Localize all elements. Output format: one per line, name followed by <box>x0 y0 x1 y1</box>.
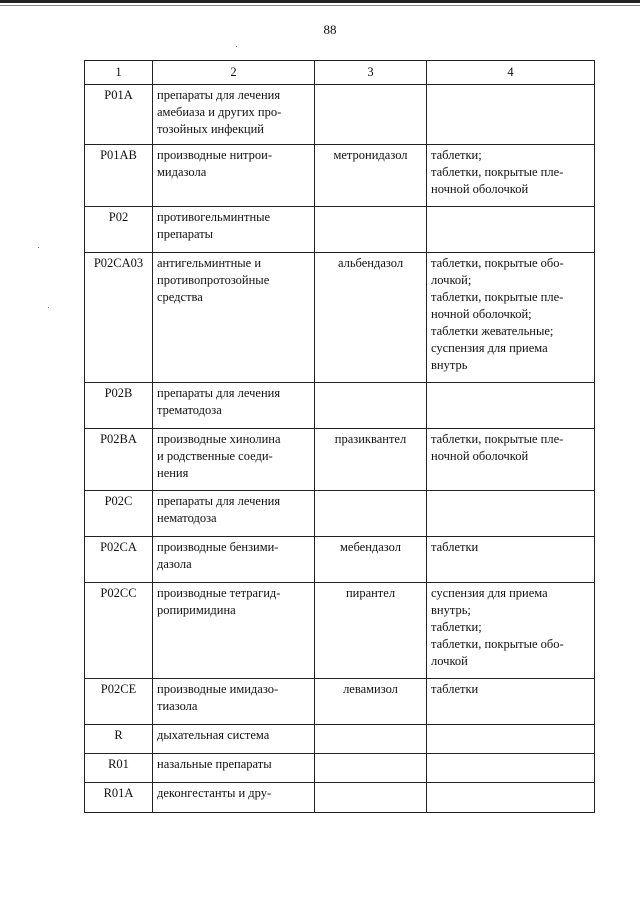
group-line: производные бензими- <box>157 540 279 554</box>
group-line: препараты для лечения <box>157 88 281 102</box>
scan-speck <box>38 247 39 248</box>
group-line: дыхательная система <box>157 728 270 742</box>
dosage-form-line: лочкой <box>431 654 468 668</box>
group-line: производные тетрагид- <box>157 586 281 600</box>
atc-code-cell: R01A <box>85 783 153 813</box>
group-cell <box>153 145 315 207</box>
table-row <box>85 85 595 145</box>
dosage-form-cell <box>427 85 595 145</box>
group-cell <box>153 783 315 813</box>
group-line: производные имидазо- <box>157 682 279 696</box>
dosage-form-line: ночной оболочкой <box>431 449 529 463</box>
dosage-form-line: таблетки, покрытые обо- <box>431 637 564 651</box>
group-cell <box>153 679 315 725</box>
dosage-form-cell <box>427 537 595 583</box>
drug-name-cell: празиквантел <box>315 429 427 491</box>
drug-name-cell <box>315 754 427 783</box>
atc-code-cell: R <box>85 725 153 754</box>
table-row <box>85 725 595 754</box>
group-line: тиазола <box>157 699 198 713</box>
group-line: деконгестанты и дру- <box>157 786 272 800</box>
table-row <box>85 583 595 679</box>
group-line: нематодоза <box>157 511 217 525</box>
atc-code-cell: P02 <box>85 207 153 253</box>
dosage-form-cell <box>427 583 595 679</box>
dosage-form-line: таблетки; <box>431 620 482 634</box>
dosage-form-cell <box>427 207 595 253</box>
group-line: производные нитрои- <box>157 148 272 162</box>
drug-name-cell <box>315 383 427 429</box>
dosage-form-cell <box>427 429 595 491</box>
group-line: и родственные соеди- <box>157 449 273 463</box>
group-line: производные хинолина <box>157 432 281 446</box>
group-line: препараты для лечения <box>157 494 281 508</box>
group-line: дазола <box>157 557 192 571</box>
atc-code-cell: R01 <box>85 754 153 783</box>
table-row <box>85 491 595 537</box>
atc-code-cell: P01A <box>85 85 153 145</box>
drug-name-cell <box>315 85 427 145</box>
group-cell <box>153 583 315 679</box>
table-row <box>85 207 595 253</box>
group-line: амебиаза и других про- <box>157 105 282 119</box>
drug-name-cell: левамизол <box>315 679 427 725</box>
drug-name-cell <box>315 783 427 813</box>
group-line: препараты <box>157 227 214 241</box>
group-cell <box>153 537 315 583</box>
dosage-form-line: суспензия для приема <box>431 586 548 600</box>
group-cell <box>153 207 315 253</box>
group-cell <box>153 725 315 754</box>
group-cell <box>153 754 315 783</box>
dosage-form-line: таблетки, покрытые пле- <box>431 290 564 304</box>
table-row <box>85 145 595 207</box>
group-cell <box>153 429 315 491</box>
dosage-form-cell <box>427 491 595 537</box>
column-header: 4 <box>427 61 595 85</box>
group-line: нения <box>157 466 189 480</box>
dosage-form-line: таблетки, покрытые пле- <box>431 432 564 446</box>
group-line: мидазола <box>157 165 207 179</box>
dosage-form-line: внутрь <box>431 358 468 372</box>
group-line: противогельминтные <box>157 210 271 224</box>
column-header: 3 <box>315 61 427 85</box>
table-row <box>85 429 595 491</box>
drug-name-cell: мебендазол <box>315 537 427 583</box>
dosage-form-line: ночной оболочкой <box>431 182 529 196</box>
dosage-form-cell <box>427 253 595 383</box>
group-cell <box>153 85 315 145</box>
group-cell <box>153 253 315 383</box>
dosage-form-line: суспензия для приема <box>431 341 548 355</box>
table-body <box>85 85 595 813</box>
atc-code-cell: P02B <box>85 383 153 429</box>
drug-name-cell: альбендазол <box>315 253 427 383</box>
group-line: тозойных инфекций <box>157 122 264 136</box>
dosage-form-line: таблетки <box>431 540 479 554</box>
dosage-form-cell <box>427 725 595 754</box>
column-header: 1 <box>85 61 153 85</box>
group-line: антигельминтные и <box>157 256 262 270</box>
table-row <box>85 537 595 583</box>
atc-code-cell: P02C <box>85 491 153 537</box>
dosage-form-line: таблетки; <box>431 148 482 162</box>
group-cell <box>153 491 315 537</box>
scan-edge-line-thin <box>0 5 640 6</box>
drug-name-cell <box>315 725 427 754</box>
atc-code-cell: P01AB <box>85 145 153 207</box>
dosage-form-line: таблетки, покрытые обо- <box>431 256 564 270</box>
column-header: 2 <box>153 61 315 85</box>
group-line: ропиримидина <box>157 603 236 617</box>
atc-code-cell: P02CA <box>85 537 153 583</box>
drug-name-cell <box>315 207 427 253</box>
table-row <box>85 253 595 383</box>
table-row <box>85 679 595 725</box>
scan-speck <box>48 307 49 308</box>
group-cell <box>153 383 315 429</box>
dosage-form-cell <box>427 679 595 725</box>
dosage-form-line: внутрь; <box>431 603 471 617</box>
dosage-form-cell <box>427 754 595 783</box>
dosage-form-line: лочкой; <box>431 273 472 287</box>
table-row <box>85 754 595 783</box>
drug-name-cell <box>315 491 427 537</box>
dosage-form-line: таблетки, покрытые пле- <box>431 165 564 179</box>
table-row <box>85 383 595 429</box>
drug-name-cell: пирантел <box>315 583 427 679</box>
group-line: трематодоза <box>157 403 222 417</box>
atc-code-cell: P02BA <box>85 429 153 491</box>
group-line: противопротозойные <box>157 273 270 287</box>
dosage-form-cell <box>427 783 595 813</box>
dosage-form-cell <box>427 383 595 429</box>
atc-code-cell: P02CA03 <box>85 253 153 383</box>
group-line: назальные препараты <box>157 757 272 771</box>
dosage-form-line: ночной оболочкой; <box>431 307 532 321</box>
atc-code-cell: P02CE <box>85 679 153 725</box>
dosage-form-line: таблетки жевательные; <box>431 324 554 338</box>
scan-speck <box>236 46 237 47</box>
drug-table <box>84 60 595 813</box>
scan-edge-line <box>0 0 640 3</box>
dosage-form-cell <box>427 145 595 207</box>
dosage-form-line: таблетки <box>431 682 479 696</box>
page-number: 88 <box>323 22 337 37</box>
table-row <box>85 783 595 813</box>
group-line: препараты для лечения <box>157 386 281 400</box>
atc-code-cell: P02CC <box>85 583 153 679</box>
table-header-row <box>85 61 595 85</box>
group-line: средства <box>157 290 203 304</box>
drug-name-cell: метронидазол <box>315 145 427 207</box>
